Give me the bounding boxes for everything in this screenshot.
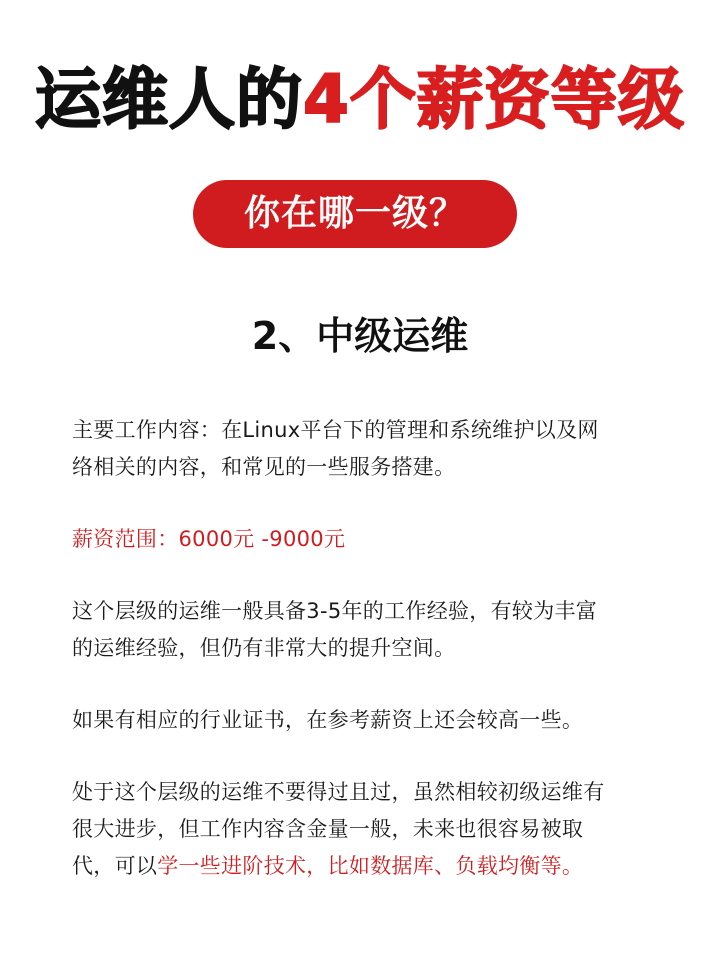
- salary-range: 薪资范围：6000元 -9000元: [72, 527, 346, 551]
- main-title: [0, 52, 720, 148]
- advice-highlight: 学一些进阶技术，比如数据库、负载均衡等。: [157, 854, 584, 878]
- question-pill: 你在哪一级？: [193, 180, 517, 248]
- advice-paragraph: [72, 774, 662, 885]
- article-body: [72, 412, 662, 920]
- work-content-line2: 络相关的内容，和常见的一些服务搭建。: [72, 455, 456, 479]
- work-content-paragraph: [72, 412, 662, 486]
- advice-line2: 很大进步，但工作内容含金量一般，未来也很容易被取: [72, 817, 584, 841]
- title-black-part: 运维人的: [35, 61, 304, 138]
- experience-line1: 这个层级的运维一般具备3-5年的工作经验，有较为丰富: [72, 599, 598, 623]
- experience-paragraph: [72, 593, 662, 667]
- experience-line2: 的运维经验，但仍有非常大的提升空间。: [72, 636, 456, 660]
- work-content-line1: 主要工作内容：在Linux平台下的管理和系统维护以及网: [72, 418, 599, 442]
- section-title: 2、中级运维: [251, 314, 469, 358]
- advice-line3-prefix: 代，可以: [72, 854, 158, 878]
- title-red-part: 4个薪资等级: [303, 61, 685, 138]
- advice-line1: 处于这个层级的运维不要得过且过，虽然相较初级运维有: [72, 780, 605, 804]
- certificate-paragraph: 如果有相应的行业证书，在参考薪资上还会较高一些。: [72, 708, 584, 732]
